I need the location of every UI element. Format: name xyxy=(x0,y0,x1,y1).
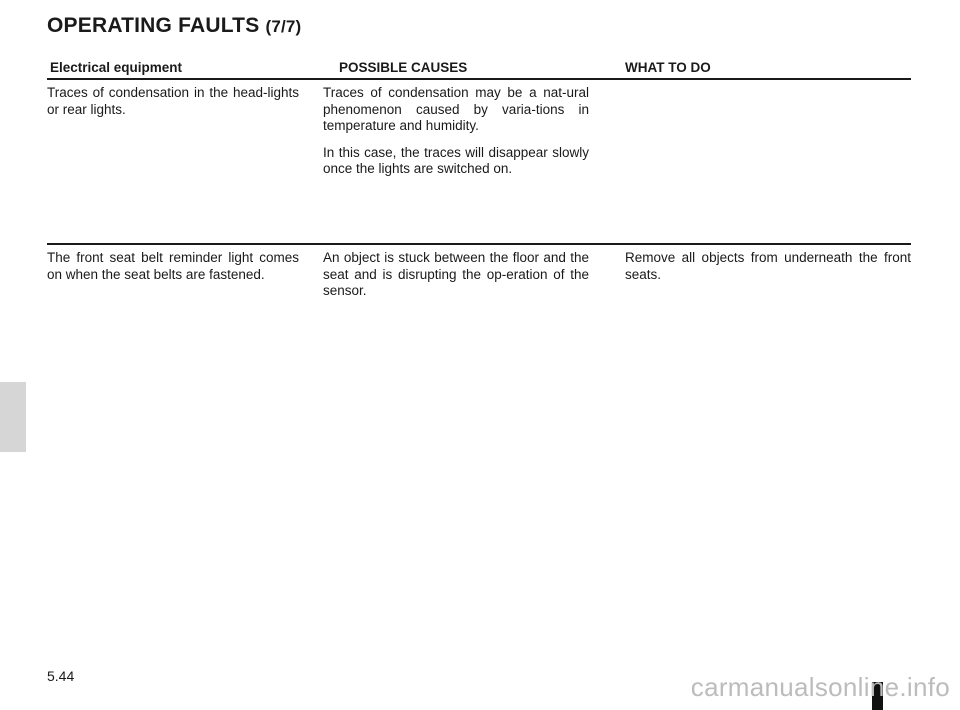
header-possible-causes: POSSIBLE CAUSES xyxy=(339,60,468,75)
row2-action xyxy=(625,250,911,293)
page-title-pager: (7/7) xyxy=(265,17,302,36)
row-divider xyxy=(47,243,911,245)
row2-action-text: Remove all objects from underneath the front seats. xyxy=(625,250,911,282)
page-title xyxy=(47,14,301,38)
row2-causes xyxy=(323,250,589,310)
row1-equipment xyxy=(47,85,299,128)
row1-cause-paragraph-1: Traces of condensation may be a nat-ural phenomenon caused by varia-tions in temperature and humidity. xyxy=(323,85,589,133)
row1-causes xyxy=(323,85,589,188)
header-rule xyxy=(47,78,911,80)
row1-equipment-text: Traces of condensation in the head-lights or rear lights. xyxy=(47,85,299,117)
header-what-to-do: WHAT TO DO xyxy=(625,60,711,75)
row2-cause-paragraph-1: An object is stuck between the floor and the seat and is disrupting the op-eration of the sensor. xyxy=(323,250,589,298)
watermark: carmanualsonline.info xyxy=(690,672,950,702)
page-title-text: OPERATING FAULTS xyxy=(47,14,260,37)
row2-equipment-text: The front seat belt reminder light comes on when the seat belts are fastened. xyxy=(47,250,299,282)
page-number: 5.44 xyxy=(47,668,75,684)
row2-equipment xyxy=(47,250,299,293)
row1-cause-paragraph-2: In this case, the traces will disappear slowly once the lights are switched on. xyxy=(323,144,589,176)
header-electrical-equipment: Electrical equipment xyxy=(50,60,183,75)
row1-action xyxy=(609,85,911,95)
chapter-side-tab xyxy=(0,382,26,452)
